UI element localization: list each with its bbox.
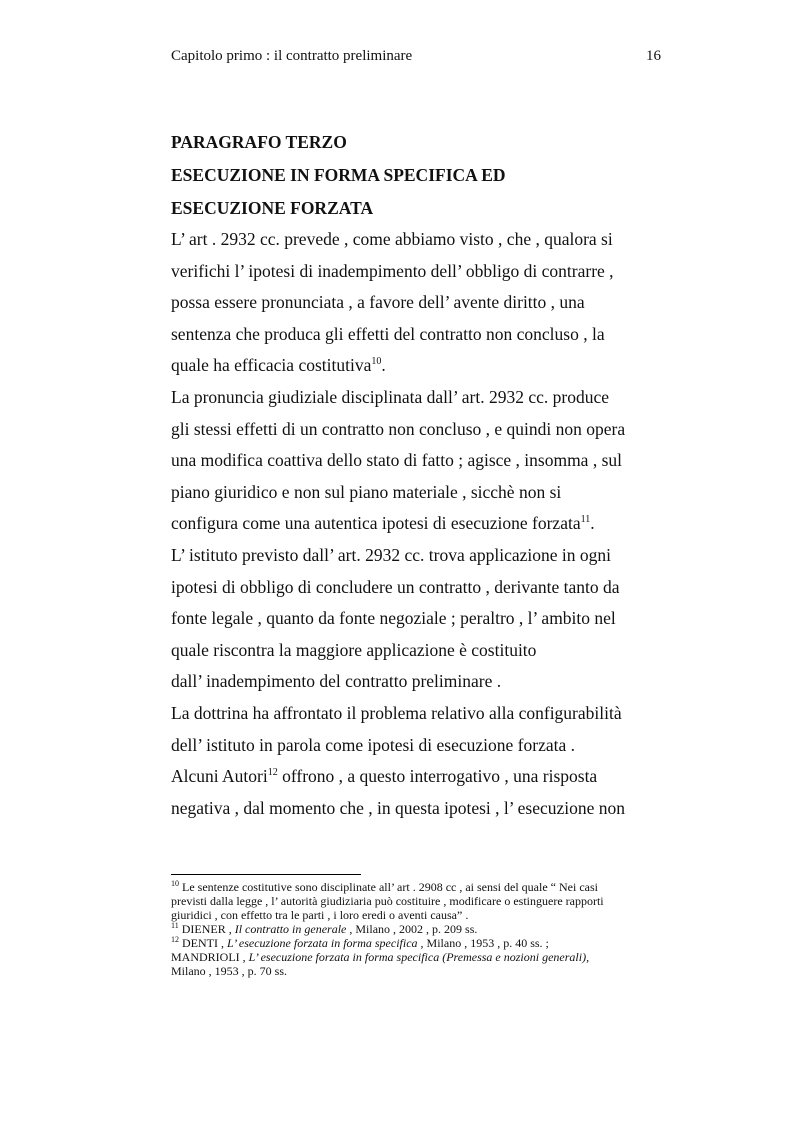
footnote-ref-10[interactable]: 10 — [371, 356, 382, 368]
footnote-book-title: Il contratto in generale — [234, 922, 347, 936]
text-line: fonte legale , quanto da fonte negoziale ; peraltro , l’ ambito nel — [171, 608, 616, 629]
text-fragment: offrono , a questo interrogativo , una risposta — [277, 766, 598, 787]
running-title: Capitolo primo : il contratto preliminare — [171, 48, 413, 64]
text-fragment: configura come una autentica ipotesi di esecuzione forzata — [171, 513, 581, 534]
text-line: negativa , dal momento che , in questa ipotesi , l’ esecuzione non — [171, 797, 626, 818]
text-line: una modifica coattiva dello stato di fatto ; agisce , insomma , sul — [171, 450, 623, 471]
footnote-ref-12[interactable]: 12 — [267, 767, 278, 779]
running-header — [171, 48, 661, 65]
footnote-text: MANDRIOLI , — [171, 950, 249, 964]
section-heading-paragraph: PARAGRAFO TERZO — [171, 132, 347, 152]
footnote-book-title: L’ esecuzione forzata in forma specifica — [227, 936, 418, 950]
text-line: ipotesi di obbligo di concludere un contratto , derivante tanto da — [171, 576, 620, 597]
footnote-text: , — [586, 950, 590, 964]
footnote-number: 11 — [171, 921, 179, 930]
footnote-ref-11[interactable]: 11 — [580, 514, 591, 526]
text-line: L’ art . 2932 cc. prevede , come abbiamo visto , che , qualora si — [171, 229, 613, 249]
footnote-separator — [171, 874, 361, 875]
footnote-number: 12 — [171, 935, 179, 944]
text-line: piano giuridico e non sul piano materiale , sicchè non si — [171, 481, 562, 502]
text-fragment: . — [381, 355, 386, 376]
text-line: La dottrina ha affrontato il problema relativo alla configurabilità — [171, 702, 622, 723]
text-line: verifichi l’ ipotesi di inadempimento dell’ obbligo di contrarre , — [171, 260, 614, 281]
footnote-text: , Milano , 2002 , p. 209 ss. — [346, 922, 478, 936]
text-line: dall’ inadempimento del contratto preliminare . — [171, 671, 502, 692]
text-line — [171, 350, 661, 382]
text-line: quale riscontra la maggiore applicazione è costituito — [171, 639, 537, 660]
section-heading-title-line-1: ESECUZIONE IN FORMA SPECIFICA ED — [171, 165, 506, 185]
footnote-text: , Milano , 1953 , p. 40 ss. ; — [417, 936, 549, 950]
footnote-number: 10 — [171, 879, 179, 888]
text-fragment: quale ha efficacia costitutiva — [171, 355, 372, 376]
footnote-text: DENTI , — [179, 936, 227, 950]
footnotes — [171, 880, 661, 978]
text-line: La pronuncia giudiziale disciplinata dall’ art. 2932 cc. produce — [171, 386, 609, 407]
text-line — [171, 761, 661, 793]
text-line: gli stessi effetti di un contratto non concluso , e quindi non opera — [171, 418, 626, 439]
text-line: possa essere pronunciata , a favore dell’ avente diritto , una — [171, 292, 585, 313]
text-fragment: Alcuni Autori — [171, 766, 268, 787]
footnote-11 — [171, 922, 661, 936]
footnote-12-line-2 — [171, 950, 661, 964]
footnote-10-line-3: giuridici , con effetto tra le parti , i loro eredi o aventi causa” . — [171, 908, 469, 922]
footnote-10 — [171, 880, 661, 894]
footnote-12-line-3: Milano , 1953 , p. 70 ss. — [171, 964, 288, 978]
footnote-text: Le sentenze costitutive sono disciplinate all’ art . 2908 cc , ai sensi del quale “ Nei casi — [179, 880, 598, 894]
footnote-book-title: L’ esecuzione forzata in forma specifica (Premessa e nozioni generali) — [248, 950, 587, 964]
text-line: dell’ istituto in parola come ipotesi di esecuzione forzata . — [171, 734, 575, 755]
section-heading-title-line-2: ESECUZIONE FORZATA — [171, 198, 374, 218]
text-fragment: . — [590, 513, 595, 534]
page-number: 16 — [646, 48, 661, 64]
text-line — [171, 508, 661, 540]
footnote-10-line-2: previsti dalla legge , l’ autorità giudiziaria può costituire , modificare o estinguere rapporti — [171, 894, 604, 908]
text-line: L’ istituto previsto dall’ art. 2932 cc. trova applicazione in ogni — [171, 544, 611, 565]
body-text — [171, 224, 661, 824]
footnote-text: DIENER , — [178, 922, 235, 936]
text-line: sentenza che produca gli effetti del contratto non concluso , la — [171, 323, 605, 344]
footnote-12 — [171, 936, 661, 950]
